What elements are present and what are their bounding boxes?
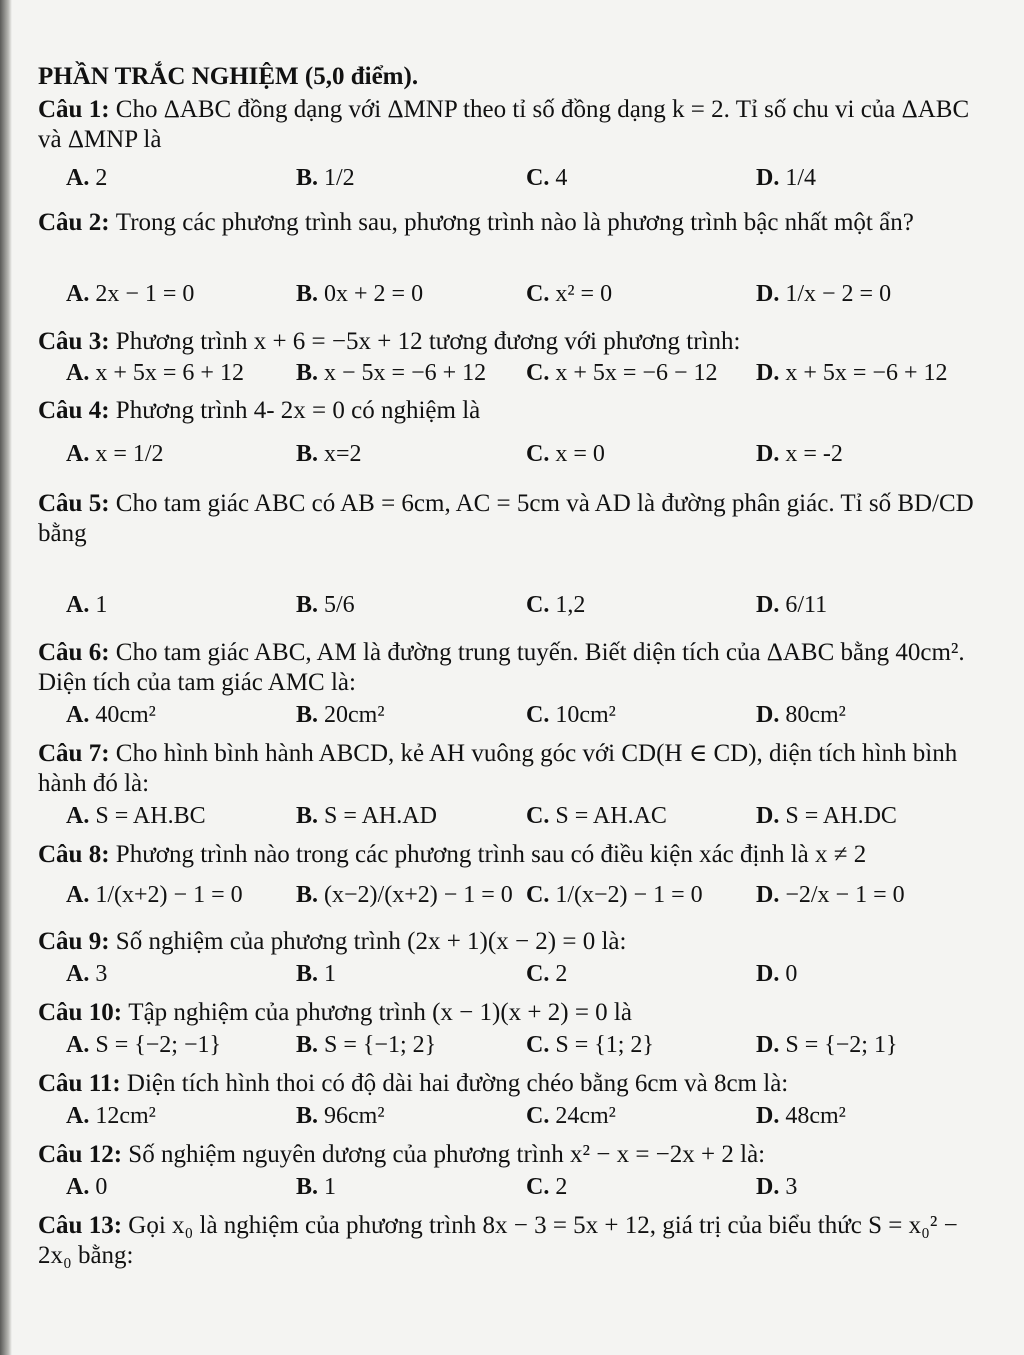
option-a[interactable]: [66, 360, 244, 387]
option-value: x = 1/2: [95, 441, 164, 467]
option-key: C.: [526, 882, 556, 908]
option-key: C.: [526, 702, 556, 728]
question-label: Câu 1:: [38, 96, 116, 123]
option-a[interactable]: [66, 702, 156, 729]
option-value: 40cm²: [95, 702, 156, 728]
option-d[interactable]: [756, 592, 827, 619]
option-key: A.: [66, 882, 96, 908]
option-key: C.: [526, 1103, 556, 1129]
option-key: B.: [296, 281, 325, 307]
answer-options: [38, 1099, 988, 1139]
option-c[interactable]: [526, 441, 605, 468]
option-value: (x−2)/(x+2) − 1 = 0: [324, 882, 513, 908]
option-key: D.: [756, 702, 786, 728]
page-edge-shadow: [0, 0, 12, 1355]
option-key: A.: [66, 592, 96, 618]
option-value: x + 5x = −6 − 12: [555, 360, 718, 386]
question-label: Câu 10:: [38, 999, 129, 1026]
question-label: Câu 11:: [38, 1070, 127, 1097]
option-value: 2: [555, 1174, 568, 1200]
option-key: D.: [756, 1103, 786, 1129]
option-key: A.: [66, 281, 96, 307]
option-key: C.: [526, 360, 556, 386]
option-value: S = {1; 2}: [555, 1032, 654, 1058]
option-b[interactable]: [296, 360, 486, 387]
option-d[interactable]: [756, 165, 816, 192]
option-key: A.: [66, 360, 96, 386]
option-value: 12cm²: [95, 1103, 156, 1129]
option-value: 80cm²: [785, 702, 846, 728]
question-text: Số nghiệm nguyên dương của phương trình x² − x = −2x + 2 là:: [128, 1141, 766, 1168]
option-key: B.: [296, 360, 325, 386]
answer-options: [38, 426, 988, 488]
answer-options: [38, 579, 988, 637]
option-key: B.: [296, 803, 325, 829]
option-value: 1: [324, 961, 337, 987]
answer-options: [38, 698, 988, 738]
question-text: Tập nghiệm của phương trình (x − 1)(x + 2) = 0 là: [128, 999, 632, 1026]
option-value: 3: [785, 1174, 798, 1200]
option-d[interactable]: [756, 1103, 846, 1130]
option-value: x + 5x = −6 + 12: [785, 360, 948, 386]
option-key: B.: [296, 592, 325, 618]
question-label: Câu 9:: [38, 928, 116, 955]
option-value: 1/x − 2 = 0: [785, 281, 892, 307]
option-value: 1/(x−2) − 1 = 0: [555, 882, 703, 908]
option-key: C.: [526, 165, 556, 191]
option-c[interactable]: [526, 1174, 567, 1201]
option-value: 1,2: [555, 592, 586, 618]
option-value: 1/(x+2) − 1 = 0: [95, 882, 243, 908]
question-label: Câu 8:: [38, 841, 116, 868]
option-b[interactable]: [296, 281, 423, 308]
option-d[interactable]: [756, 702, 846, 729]
option-c[interactable]: [526, 1032, 654, 1059]
option-value: S = {−2; 1}: [785, 1032, 898, 1058]
option-value: x = -2: [785, 441, 843, 467]
option-d[interactable]: [756, 882, 905, 909]
question-10: [38, 998, 988, 1028]
option-value: 2: [555, 961, 568, 987]
option-value: 10cm²: [555, 702, 616, 728]
option-key: D.: [756, 592, 786, 618]
option-key: A.: [66, 1032, 96, 1058]
option-value: x=2: [324, 441, 362, 467]
option-value: 48cm²: [785, 1103, 846, 1129]
option-value: 1: [95, 592, 108, 618]
question-12: [38, 1140, 988, 1170]
option-b[interactable]: [296, 702, 385, 729]
option-value: S = {−2; −1}: [95, 1032, 222, 1058]
question-text: Phương trình x + 6 = −5x + 12 tương đương với phương trình:: [115, 328, 741, 355]
option-d[interactable]: [756, 360, 947, 387]
option-key: D.: [756, 441, 786, 467]
option-value: 6/11: [785, 592, 828, 618]
question-label: Câu 12:: [38, 1141, 129, 1168]
option-a[interactable]: [66, 165, 107, 192]
question-text: Phương trình 4- 2x = 0 có nghiệm là: [115, 397, 481, 424]
option-a[interactable]: [66, 803, 206, 830]
section-title: PHẦN TRẮC NGHIỆM (5,0 điểm).: [38, 63, 419, 90]
option-b[interactable]: [296, 961, 336, 988]
option-value: x² = 0: [555, 281, 613, 307]
option-value: 1: [324, 1174, 337, 1200]
question-8: [38, 840, 988, 870]
option-key: B.: [296, 1174, 325, 1200]
question-label: Câu 7:: [38, 740, 116, 767]
option-value: S = AH.AC: [555, 803, 667, 829]
question-label: Câu 2:: [38, 209, 116, 236]
question-text: Phương trình nào trong các phương trình sau có điều kiện xác định là x ≠ 2: [115, 841, 867, 868]
option-d[interactable]: [756, 441, 843, 468]
option-value: 24cm²: [555, 1103, 616, 1129]
option-key: D.: [756, 165, 786, 191]
option-b[interactable]: [296, 165, 355, 192]
option-a[interactable]: [66, 1103, 156, 1130]
option-value: x = 0: [555, 441, 605, 467]
option-a[interactable]: [66, 1174, 107, 1201]
question-text: Số nghiệm của phương trình (2x + 1)(x − 2) = 0 là:: [115, 928, 627, 955]
option-c[interactable]: [526, 281, 612, 308]
option-c[interactable]: [526, 592, 585, 619]
option-key: C.: [526, 281, 556, 307]
question-label: Câu 6:: [38, 639, 116, 666]
question-text: Cho tam giác ABC, AM là đường trung tuyến. Biết diện tích của ΔABC bằng 40cm². Diện tích của tam giác AMC là:: [38, 639, 965, 696]
option-a[interactable]: [66, 592, 107, 619]
option-c[interactable]: [526, 360, 717, 387]
option-key: C.: [526, 441, 556, 467]
option-value: x + 5x = 6 + 12: [95, 360, 244, 386]
option-value: 2: [95, 165, 108, 191]
option-value: 1/4: [785, 165, 817, 191]
question-text: Cho hình bình hành ABCD, kẻ AH vuông góc với CD(H ∈ CD), diện tích hình bình hành đó là:: [38, 740, 958, 797]
option-value: 20cm²: [324, 702, 385, 728]
answer-options: [38, 799, 988, 839]
option-key: C.: [526, 1032, 556, 1058]
option-a[interactable]: [66, 961, 107, 988]
question-5: [38, 489, 988, 579]
option-c[interactable]: [526, 165, 567, 192]
option-key: B.: [296, 882, 325, 908]
question-label: Câu 5:: [38, 490, 116, 517]
option-value: S = AH.AD: [324, 803, 437, 829]
question-7: [38, 739, 988, 799]
option-key: A.: [66, 441, 96, 467]
question-label: Câu 4:: [38, 397, 116, 424]
option-key: A.: [66, 1103, 96, 1129]
option-key: D.: [756, 281, 786, 307]
option-key: B.: [296, 441, 325, 467]
option-key: A.: [66, 702, 96, 728]
option-value: x − 5x = −6 + 12: [324, 360, 487, 386]
option-value: 4: [555, 165, 568, 191]
option-c[interactable]: [526, 961, 567, 988]
option-key: D.: [756, 882, 786, 908]
option-key: B.: [296, 1103, 325, 1129]
option-b[interactable]: [296, 1032, 436, 1059]
question-13: [38, 1211, 988, 1271]
option-key: A.: [66, 803, 96, 829]
option-key: C.: [526, 961, 556, 987]
option-key: A.: [66, 961, 96, 987]
option-key: C.: [526, 592, 556, 618]
question-list: [38, 95, 988, 1271]
option-b[interactable]: [296, 1174, 336, 1201]
question-4: [38, 396, 988, 426]
answer-options: [38, 1028, 988, 1068]
option-value: S = AH.BC: [95, 803, 206, 829]
option-key: A.: [66, 1174, 96, 1200]
question-11: [38, 1069, 988, 1099]
option-value: S = {−1; 2}: [324, 1032, 437, 1058]
answer-options: [38, 357, 988, 395]
option-key: C.: [526, 803, 556, 829]
option-key: B.: [296, 1032, 325, 1058]
option-key: D.: [756, 360, 786, 386]
answer-options: [38, 155, 988, 207]
option-value: S = AH.DC: [785, 803, 897, 829]
question-2: [38, 208, 988, 268]
exam-page: [38, 60, 988, 1271]
question-text: Gọi x₀ là nghiệm của phương trình 8x − 3 = 5x + 12, giá trị của biểu thức S = x₀² − 2x₀ bằng:: [38, 1212, 958, 1269]
option-key: A.: [66, 165, 96, 191]
question-text: Cho tam giác ABC có AB = 6cm, AC = 5cm và AD là đường phân giác. Tỉ số BD/CD bằng: [38, 490, 974, 547]
question-9: [38, 927, 988, 957]
answer-options: [38, 1170, 988, 1210]
question-text: Trong các phương trình sau, phương trình nào là phương trình bậc nhất một ẩn?: [115, 209, 914, 236]
option-value: 0: [785, 961, 798, 987]
question-text: Cho ΔABC đồng dạng với ΔMNP theo tỉ số đồng dạng k = 2. Tỉ số chu vi của ΔABC và ΔMNP là: [38, 96, 970, 153]
option-d[interactable]: [756, 1032, 897, 1059]
option-c[interactable]: [526, 803, 667, 830]
option-d[interactable]: [756, 1174, 797, 1201]
question-label: Câu 13:: [38, 1212, 129, 1239]
question-label: Câu 3:: [38, 328, 116, 355]
question-6: [38, 638, 988, 698]
answer-options: [38, 870, 988, 926]
option-b[interactable]: [296, 882, 513, 909]
option-key: D.: [756, 961, 786, 987]
option-a[interactable]: [66, 1032, 221, 1059]
option-a[interactable]: [66, 882, 243, 909]
option-key: B.: [296, 961, 325, 987]
option-d[interactable]: [756, 803, 897, 830]
question-text: Diện tích hình thoi có độ dài hai đường chéo bằng 6cm và 8cm là:: [126, 1070, 789, 1097]
option-a[interactable]: [66, 281, 194, 308]
option-b[interactable]: [296, 803, 437, 830]
answer-options: [38, 957, 988, 997]
option-key: D.: [756, 1174, 786, 1200]
option-value: −2/x − 1 = 0: [785, 882, 905, 908]
option-key: B.: [296, 702, 325, 728]
option-b[interactable]: [296, 441, 362, 468]
option-a[interactable]: [66, 441, 164, 468]
option-b[interactable]: [296, 592, 355, 619]
option-value: 0x + 2 = 0: [324, 281, 424, 307]
option-d[interactable]: [756, 961, 797, 988]
option-value: 1/2: [324, 165, 355, 191]
option-b[interactable]: [296, 1103, 385, 1130]
option-c[interactable]: [526, 702, 616, 729]
option-value: 2x − 1 = 0: [95, 281, 195, 307]
option-value: 0: [95, 1174, 108, 1200]
option-d[interactable]: [756, 281, 891, 308]
option-c[interactable]: [526, 882, 703, 909]
option-value: 96cm²: [324, 1103, 385, 1129]
question-1: [38, 95, 988, 155]
answer-options: [38, 268, 988, 326]
option-key: B.: [296, 165, 325, 191]
option-value: 3: [95, 961, 108, 987]
option-value: 5/6: [324, 592, 355, 618]
option-key: D.: [756, 803, 786, 829]
option-key: C.: [526, 1174, 556, 1200]
question-3: [38, 327, 988, 357]
option-c[interactable]: [526, 1103, 616, 1130]
option-key: D.: [756, 1032, 786, 1058]
